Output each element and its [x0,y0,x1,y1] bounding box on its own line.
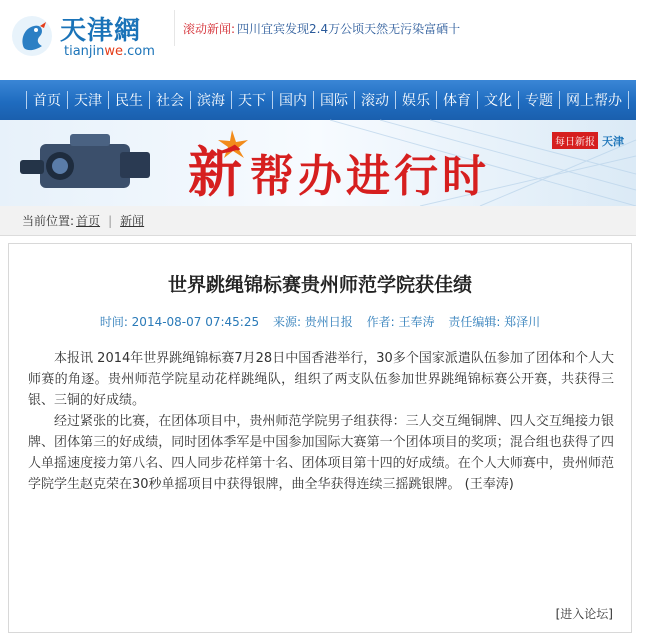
nav-item[interactable] [555,90,624,110]
nav-item-label: 文化 [484,93,512,109]
nav-item[interactable] [309,90,350,110]
article-paragraph: 本报讯 2014年世界跳绳锦标赛7月28日中国香港举行，30多个国家派遣队伍参加了团体和个人大师赛的角逐。贵州师范学院星动花样跳绳队，组织了两支队伍参加世界跳绳锦标赛公开赛，共获得三银、三铜的好成绩。 [28,351,614,408]
nav-item[interactable] [145,90,186,110]
nav-separator [190,91,191,109]
nav-item[interactable] [350,90,391,110]
publish-time: 时间: 2014-08-07 07:45:25 [99,315,260,329]
nav-separator [628,91,629,109]
nav-separator [231,91,232,109]
nav-item-label: 体育 [443,93,471,109]
nav-item[interactable] [104,90,145,110]
banner-title: 新帮办进行时 [188,140,490,204]
nav-separator [518,91,519,109]
nav-separator [354,91,355,109]
article-author: 作者: 王奉涛 [366,315,435,329]
nav-item[interactable] [186,90,227,110]
article-body [28,348,614,495]
nav-separator [149,91,150,109]
nav-item[interactable] [391,90,432,110]
nav-list [0,80,663,120]
article-meta [9,313,631,330]
nav-separator [67,91,68,109]
ticker-headline-link[interactable]: 四川宜宾发现2.4万公顷天然无污染富硒十 [237,21,461,36]
nav-item-label: 天下 [238,93,266,109]
nav-item[interactable] [432,90,473,110]
nav-separator [477,91,478,109]
badge-newspaper-name: 每日新报 [552,132,598,149]
nav-item[interactable] [473,90,514,110]
site-header [0,0,636,80]
breadcrumb-label: 当前位置: [22,214,75,228]
nav-separator [313,91,314,109]
article-title: 世界跳绳锦标赛贵州师范学院获佳绩 [167,274,472,296]
nav-separator [26,91,27,109]
news-ticker [174,10,460,46]
nav-separator [559,91,560,109]
article-box [8,243,632,633]
enter-forum-link[interactable]: [进入论坛] [555,607,613,621]
nav-item[interactable] [227,90,268,110]
newspaper-badge [552,132,624,149]
logo-english-text: tianjinwe.com [64,44,155,59]
breadcrumb-separator: | [108,213,113,228]
nav-item-label: 滨海 [197,93,225,109]
nav-separator [395,91,396,109]
nav-item-label: 即时 [635,93,663,109]
article-editor: 责任编辑: 郑泽川 [448,315,541,329]
logo-chinese-text: 天津網 [60,16,142,46]
seahorse-logo-icon [10,14,54,58]
nav-item-label: 国内 [279,93,307,109]
nav-item-label: 社会 [156,93,184,109]
nav-item-label: 首页 [33,93,61,109]
article-source: 来源: 贵州日报 [272,315,353,329]
nav-item-label: 专题 [525,93,553,109]
breadcrumb [0,206,636,236]
article-paragraph: 经过紧张的比赛，在团体项目中，贵州师范学院男子组获得：三人交互绳铜牌、四人交互绳接力银牌、团体第三的好成绩，同时团体季军是中国参加国际大赛第一个团体项目的奖项；混合组也获得了四人单摇速度接力第八名、四人同步花样第十名、团体项目第十四的好成绩。在个人大师赛中，贵州师范学院学生赵克荣在30秒单摇项目中获得银牌，曲全华获得连续三摇跳银牌。 (王奉涛) [28,414,614,492]
nav-item[interactable] [268,90,309,110]
nav-item[interactable] [624,90,665,110]
nav-item-label: 网上帮办 [566,93,622,109]
nav-item-label: 国际 [320,93,348,109]
nav-separator [436,91,437,109]
nav-item[interactable] [22,90,63,110]
nav-item-label: 天津 [74,93,102,109]
breadcrumb-news-link[interactable]: 新闻 [120,214,145,228]
nav-item-label: 民生 [115,93,143,109]
video-camera-icon [20,134,150,188]
nav-item-label: 娱乐 [402,93,430,109]
badge-site-name: 天津 [602,134,624,148]
nav-separator [108,91,109,109]
ticker-label: 滚动新闻: [183,21,236,36]
site-logo[interactable] [8,8,158,68]
main-nav [0,80,663,120]
nav-item[interactable] [514,90,555,110]
nav-separator [272,91,273,109]
column-banner [0,120,636,206]
nav-item-label: 滚动 [361,93,389,109]
nav-item[interactable] [63,90,104,110]
breadcrumb-home-link[interactable]: 首页 [76,214,101,228]
